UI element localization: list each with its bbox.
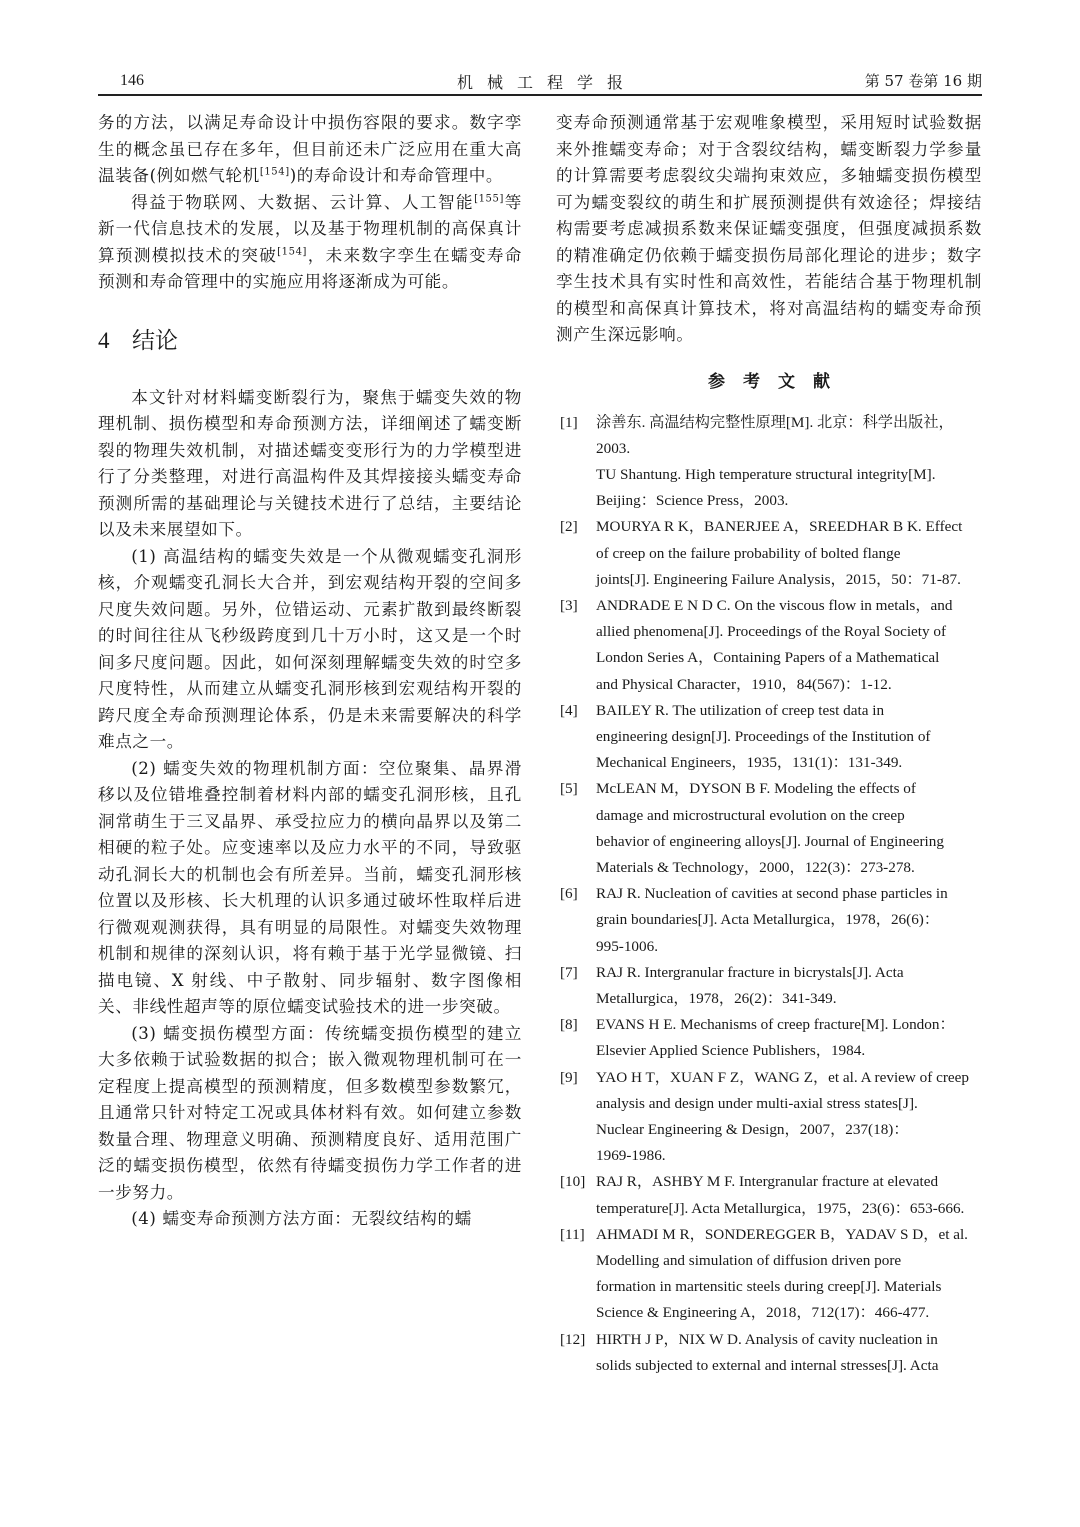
- reference-text: Mechanical Engineers，1935，131(1)：131-349.: [596, 754, 903, 772]
- reference-text: 1969-1986.: [596, 1147, 666, 1165]
- reference-text: Modelling and simulation of diffusion driven pore: [596, 1252, 902, 1269]
- reference-text: solids subjected to external and internal stresses[J]. Acta: [596, 1356, 939, 1374]
- reference-text: YAO H T，XUAN F Z，WANG Z，et al. A review of creep: [596, 1068, 970, 1086]
- reference-text: 995-1006.: [596, 937, 659, 955]
- reference-text: TU Shantung. High temperature structural integrity[M].: [596, 465, 936, 483]
- reference-text: AHMADI M R，SONDEREGGER B，YADAV S D，et al.: [596, 1225, 968, 1243]
- reference-text: of creep on the failure probability of bolted flange: [596, 544, 901, 562]
- reference-text: Elsevier Applied Science Publishers，1984.: [596, 1042, 866, 1060]
- reference-text: ANDRADE E N D C. On the viscous flow in metals，and: [596, 596, 953, 614]
- reference-text: EVANS H E. Mechanisms of creep fracture[M]. London：: [596, 1016, 955, 1034]
- paragraph: 务的方法，以满足寿命设计中损伤容限的要求。数字孪生的概念虽已存在多年，但目前还未广泛应用在重大高温装备(例如燃气轮机[154])的寿命设计和寿命管理中。: [98, 113, 522, 185]
- right-column: [556, 110, 982, 1379]
- reference-text: RAJ R. Intergranular fracture in bicrystals[J]. Acta: [596, 963, 904, 981]
- reference-number: [3]: [560, 596, 578, 614]
- reference-number: [11]: [560, 1225, 585, 1243]
- reference-text: BAILEY R. The utilization of creep test data in: [596, 701, 885, 719]
- reference-text: behavior of engineering alloys[J]. Journal of Engineering: [596, 832, 944, 850]
- reference-number: [2]: [560, 518, 578, 536]
- reference-text: joints[J]. Engineering Failure Analysis，2015，50：71-87.: [596, 570, 961, 588]
- reference-item: [556, 1065, 982, 1170]
- reference-text: MOURYA R K，BANERJEE A，SREEDHAR B K. Effect: [596, 518, 963, 536]
- reference-number: [6]: [560, 885, 578, 903]
- reference-item: [556, 698, 982, 777]
- paragraph: (1) 高温结构的蠕变失效是一个从微观蠕变孔洞形核，介观蠕变孔洞长大合并，到宏观结构开裂的空间多尺度失效问题。另外，位错运动、元素扩散到最终断裂的时间往往从飞秒级跨度到几十万小时，这又是一个时间多尺度问题。因此，如何深刻理解蠕变失效的时空多尺度特性，从而建立从蠕变孔洞形核到宏观结构开裂的跨尺度全寿命预测理论体系，仍是未来需要解决的科学难点之一。: [98, 546, 522, 751]
- reference-item: [556, 514, 982, 593]
- paragraph: (2) 蠕变失效的物理机制方面：空位聚集、晶界滑移以及位错堆叠控制着材料内部的蠕变孔洞形核，且孔洞常萌生于三叉晶界、承受拉应力的横向晶界以及第二相硬的粒子处。应变速率以及应力水平的不同，导致驱动孔洞长大的机制也会有所差异。当前，蠕变孔洞形核位置以及形核、长大机理的认识多通过破坏性取样后进行微观观测获得，具有明显的局限性。对蠕变失效物理机制和规律的深刻认识，将有赖于基于光学显微镜、扫描电镜、X 射线、中子散射、同步辐射、数字图像相关、非线性超声等的原位蠕变试验技术的进一步突破。: [98, 758, 522, 1016]
- reference-text: McLEAN M，DYSON B F. Modeling the effects of: [596, 780, 916, 798]
- reference-text: 涂善东. 高温结构完整性原理[M]. 北京：科学出版社，: [596, 413, 954, 431]
- paragraph: 变寿命预测通常基于宏观唯象模型，采用短时试验数据来外推蠕变寿命；对于含裂纹结构，蠕变断裂力学参量的计算需要考虑裂纹尖端拘束效应，多轴蠕变损伤模型可为蠕变裂纹的萌生和扩展预测提供有效途径；焊接结构需要考虑减损系数来保证蠕变强度，但强度减损系数的精准确定仍依赖于蠕变损伤局部化理论的进步；数字孪生技术具有实时性和高效性，若能结合基于物理机制的模型和高保真计算技术，将对高温结构的蠕变寿命预测产生深远影响。: [556, 113, 982, 344]
- references-heading: 参考文献: [708, 371, 848, 392]
- paragraph: (3) 蠕变损伤模型方面：传统蠕变损伤模型的建立大多依赖于试验数据的拟合；嵌入微观物理机制可在一定程度上提高模型的预测精度，但多数模型参数繁冗，且通常只针对特定工况或具体材料有效。如何建立参数数量合理、物理意义明确、预测精度良好、适用范围广泛的蠕变损伤模型，依然有待蠕变损伤力学工作者的进一步努力。: [98, 1023, 522, 1202]
- reference-item: [556, 776, 982, 881]
- reference-number: [5]: [560, 780, 578, 798]
- reference-text: 2003.: [596, 439, 631, 457]
- reference-text: analysis and design under multi-axial stress states[J].: [596, 1094, 918, 1112]
- reference-item: [556, 1222, 982, 1327]
- reference-text: Beijing：Science Press，2003.: [596, 492, 789, 510]
- reference-item: [556, 881, 982, 960]
- reference-text: and Physical Character，1910，84(567)：1-12.: [596, 675, 892, 693]
- reference-text: London Series A，Containing Papers of a Mathematical: [596, 649, 940, 667]
- reference-text: temperature[J]. Acta Metallurgica，1975，23(6)：653-666.: [596, 1199, 965, 1217]
- reference-text: RAJ R. Nucleation of cavities at second phase particles in: [596, 885, 948, 903]
- reference-number: [7]: [560, 963, 578, 981]
- reference-item: [556, 1169, 982, 1221]
- reference-number: [10]: [560, 1173, 586, 1191]
- reference-text: damage and microstructural evolution on the creep: [596, 806, 905, 824]
- reference-number: [9]: [560, 1068, 578, 1086]
- reference-text: Nuclear Engineering & Design，2007，237(18)：: [596, 1120, 909, 1138]
- reference-text: engineering design[J]. Proceedings of the Institution of: [596, 727, 931, 745]
- reference-list: [556, 410, 982, 1380]
- reference-number: [4]: [560, 701, 578, 719]
- section-title: 结论: [132, 327, 178, 354]
- reference-text: formation in martensitic steels during creep[J]. Materials: [596, 1278, 942, 1296]
- paragraph: 得益于物联网、大数据、云计算、人工智能[155]等新一代信息技术的发展，以及基于物理机制的高保真计算预测模拟技术的突破[154]，未来数字孪生在蠕变寿命预测和寿命管理中的实施应用将逐渐成为可能。: [98, 192, 522, 291]
- reference-text: Science & Engineering A，2018，712(17)：466-477.: [596, 1304, 930, 1322]
- running-header: [98, 62, 982, 96]
- reference-text: Materials & Technology，2000，122(3)：273-278.: [596, 858, 915, 876]
- paragraph: 本文针对材料蠕变断裂行为，聚焦于蠕变失效的物理机制、损伤模型和寿命预测方法，详细阐述了蠕变断裂的物理失效机制，对描述蠕变变形行为的力学模型进行了分类整理，对进行高温构件及其焊接接头蠕变寿命预测所需的基础理论与关键技术进行了总结，主要结论以及未来展望如下。: [98, 387, 522, 539]
- reference-item: [556, 410, 982, 515]
- reference-text: grain boundaries[J]. Acta Metallurgica，1978，26(6)：: [596, 911, 940, 929]
- reference-item: [556, 593, 982, 698]
- reference-text: RAJ R，ASHBY M F. Intergranular fracture at elevated: [596, 1173, 939, 1191]
- reference-text: Metallurgica，1978，26(2)：341-349.: [596, 989, 837, 1007]
- journal-title: 机械工程学报: [456, 73, 637, 92]
- page-number: 146: [120, 72, 144, 89]
- reference-number: [1]: [560, 413, 578, 431]
- section-heading: [98, 322, 522, 355]
- issue-label: 第 57 卷第 16 期: [864, 72, 982, 90]
- reference-number: [12]: [560, 1330, 586, 1348]
- reference-number: [8]: [560, 1016, 578, 1034]
- left-column: [98, 110, 522, 1233]
- reference-item: [556, 960, 982, 1012]
- reference-text: HIRTH J P，NIX W D. Analysis of cavity nucleation in: [596, 1330, 938, 1348]
- reference-text: allied phenomena[J]. Proceedings of the Royal Society of: [596, 623, 947, 641]
- reference-item: [556, 1012, 982, 1064]
- reference-item: [556, 1327, 982, 1379]
- section-number: 4: [98, 327, 110, 353]
- paragraph: (4) 蠕变寿命预测方法方面：无裂纹结构的蠕: [131, 1209, 472, 1228]
